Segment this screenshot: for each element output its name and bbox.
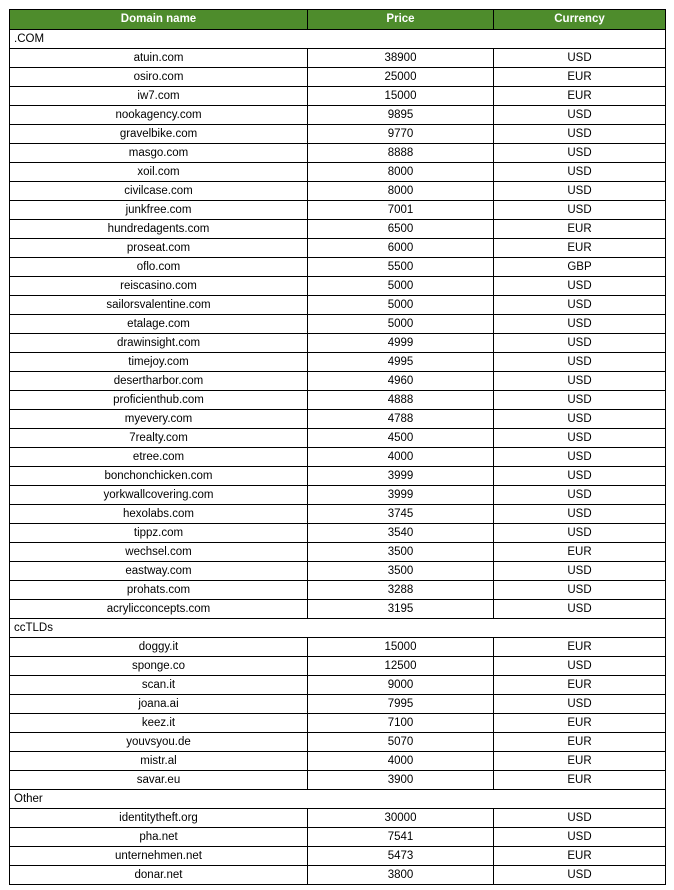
- price-cell: 3288: [308, 581, 494, 600]
- price-cell: 8000: [308, 182, 494, 201]
- table-row: [10, 296, 666, 315]
- header-domain-name: Domain name: [10, 10, 308, 30]
- table-row: [10, 581, 666, 600]
- price-cell: 5500: [308, 258, 494, 277]
- table-row: [10, 847, 666, 866]
- currency-cell: USD: [494, 524, 666, 543]
- table-row: [10, 543, 666, 562]
- currency-cell: USD: [494, 809, 666, 828]
- currency-cell: EUR: [494, 771, 666, 790]
- price-cell: 15000: [308, 638, 494, 657]
- domain-cell: etree.com: [10, 448, 308, 467]
- table-row: [10, 239, 666, 258]
- price-cell: 3500: [308, 543, 494, 562]
- domain-cell: timejoy.com: [10, 353, 308, 372]
- price-cell: 7001: [308, 201, 494, 220]
- domain-cell: drawinsight.com: [10, 334, 308, 353]
- currency-cell: USD: [494, 828, 666, 847]
- domain-cell: proficienthub.com: [10, 391, 308, 410]
- domain-cell: tippz.com: [10, 524, 308, 543]
- currency-cell: USD: [494, 201, 666, 220]
- price-cell: 7995: [308, 695, 494, 714]
- domain-cell: desertharbor.com: [10, 372, 308, 391]
- currency-cell: USD: [494, 486, 666, 505]
- price-cell: 4500: [308, 429, 494, 448]
- table-row: [10, 258, 666, 277]
- domain-cell: bonchonchicken.com: [10, 467, 308, 486]
- currency-cell: EUR: [494, 220, 666, 239]
- domain-cell: acrylicconcepts.com: [10, 600, 308, 619]
- price-cell: 7541: [308, 828, 494, 847]
- table-row: [10, 695, 666, 714]
- table-row: [10, 524, 666, 543]
- domain-cell: xoil.com: [10, 163, 308, 182]
- domain-cell: doggy.it: [10, 638, 308, 657]
- price-cell: 5473: [308, 847, 494, 866]
- domain-cell: scan.it: [10, 676, 308, 695]
- domain-cell: eastway.com: [10, 562, 308, 581]
- table-row: [10, 106, 666, 125]
- price-cell: 5000: [308, 315, 494, 334]
- table-row: [10, 49, 666, 68]
- currency-cell: USD: [494, 182, 666, 201]
- currency-cell: EUR: [494, 87, 666, 106]
- section-row: [10, 790, 666, 809]
- currency-cell: USD: [494, 353, 666, 372]
- currency-cell: USD: [494, 296, 666, 315]
- price-cell: 12500: [308, 657, 494, 676]
- section-title: .COM: [10, 30, 666, 49]
- price-cell: 4788: [308, 410, 494, 429]
- table-row: [10, 752, 666, 771]
- currency-cell: USD: [494, 600, 666, 619]
- price-cell: 9895: [308, 106, 494, 125]
- currency-cell: USD: [494, 163, 666, 182]
- table-row: [10, 125, 666, 144]
- domain-cell: prohats.com: [10, 581, 308, 600]
- table-row: [10, 201, 666, 220]
- table-row: [10, 220, 666, 239]
- table-row: [10, 828, 666, 847]
- table-row: [10, 163, 666, 182]
- domain-cell: pha.net: [10, 828, 308, 847]
- currency-cell: USD: [494, 866, 666, 885]
- domain-cell: unternehmen.net: [10, 847, 308, 866]
- price-cell: 3500: [308, 562, 494, 581]
- currency-cell: USD: [494, 372, 666, 391]
- price-cell: 38900: [308, 49, 494, 68]
- price-cell: 3999: [308, 486, 494, 505]
- table-row: [10, 353, 666, 372]
- currency-cell: USD: [494, 562, 666, 581]
- currency-cell: USD: [494, 144, 666, 163]
- domain-cell: savar.eu: [10, 771, 308, 790]
- price-cell: 4000: [308, 752, 494, 771]
- currency-cell: USD: [494, 467, 666, 486]
- currency-cell: USD: [494, 315, 666, 334]
- price-cell: 8888: [308, 144, 494, 163]
- price-cell: 4999: [308, 334, 494, 353]
- currency-cell: USD: [494, 106, 666, 125]
- currency-cell: EUR: [494, 543, 666, 562]
- currency-cell: USD: [494, 657, 666, 676]
- domain-cell: youvsyou.de: [10, 733, 308, 752]
- currency-cell: EUR: [494, 847, 666, 866]
- price-cell: 4888: [308, 391, 494, 410]
- price-cell: 3900: [308, 771, 494, 790]
- domain-cell: keez.it: [10, 714, 308, 733]
- currency-cell: EUR: [494, 733, 666, 752]
- currency-cell: USD: [494, 49, 666, 68]
- domain-cell: gravelbike.com: [10, 125, 308, 144]
- price-cell: 3800: [308, 866, 494, 885]
- domain-cell: hundredagents.com: [10, 220, 308, 239]
- price-cell: 30000: [308, 809, 494, 828]
- domain-cell: mistr.al: [10, 752, 308, 771]
- domain-cell: reiscasino.com: [10, 277, 308, 296]
- currency-cell: EUR: [494, 638, 666, 657]
- price-cell: 4000: [308, 448, 494, 467]
- section-row: [10, 30, 666, 49]
- domain-cell: nookagency.com: [10, 106, 308, 125]
- currency-cell: EUR: [494, 714, 666, 733]
- currency-cell: USD: [494, 334, 666, 353]
- currency-cell: USD: [494, 410, 666, 429]
- domain-cell: iw7.com: [10, 87, 308, 106]
- table-row: [10, 334, 666, 353]
- price-cell: 3540: [308, 524, 494, 543]
- domain-cell: yorkwallcovering.com: [10, 486, 308, 505]
- price-cell: 7100: [308, 714, 494, 733]
- price-cell: 4995: [308, 353, 494, 372]
- table-row: [10, 315, 666, 334]
- table-row: [10, 391, 666, 410]
- domain-cell: sponge.co: [10, 657, 308, 676]
- price-cell: 15000: [308, 87, 494, 106]
- table-row: [10, 657, 666, 676]
- table-row: [10, 809, 666, 828]
- table-row: [10, 505, 666, 524]
- table-row: [10, 733, 666, 752]
- currency-cell: USD: [494, 505, 666, 524]
- price-cell: 3745: [308, 505, 494, 524]
- price-cell: 5000: [308, 277, 494, 296]
- table-row: [10, 771, 666, 790]
- table-row: [10, 562, 666, 581]
- domain-cell: sailorsvalentine.com: [10, 296, 308, 315]
- domain-cell: atuin.com: [10, 49, 308, 68]
- table-row: [10, 372, 666, 391]
- currency-cell: EUR: [494, 239, 666, 258]
- table-row: [10, 714, 666, 733]
- currency-cell: USD: [494, 125, 666, 144]
- domain-cell: masgo.com: [10, 144, 308, 163]
- table-body: [10, 30, 666, 885]
- table-row: [10, 638, 666, 657]
- domain-price-table: [9, 9, 666, 885]
- price-cell: 5070: [308, 733, 494, 752]
- currency-cell: USD: [494, 429, 666, 448]
- currency-cell: USD: [494, 695, 666, 714]
- currency-cell: EUR: [494, 752, 666, 771]
- table-row: [10, 429, 666, 448]
- price-cell: 3195: [308, 600, 494, 619]
- table-row: [10, 144, 666, 163]
- header-row: [10, 10, 666, 30]
- currency-cell: USD: [494, 581, 666, 600]
- domain-cell: joana.ai: [10, 695, 308, 714]
- price-cell: 5000: [308, 296, 494, 315]
- table-header: [10, 10, 666, 30]
- currency-cell: USD: [494, 391, 666, 410]
- domain-cell: oflo.com: [10, 258, 308, 277]
- table-row: [10, 486, 666, 505]
- price-cell: 6500: [308, 220, 494, 239]
- domain-cell: myevery.com: [10, 410, 308, 429]
- table-row: [10, 600, 666, 619]
- header-price: Price: [308, 10, 494, 30]
- price-cell: 9000: [308, 676, 494, 695]
- price-cell: 25000: [308, 68, 494, 87]
- domain-cell: proseat.com: [10, 239, 308, 258]
- domain-cell: osiro.com: [10, 68, 308, 87]
- table-row: [10, 467, 666, 486]
- currency-cell: GBP: [494, 258, 666, 277]
- domain-cell: junkfree.com: [10, 201, 308, 220]
- table-row: [10, 676, 666, 695]
- table-row: [10, 87, 666, 106]
- price-cell: 3999: [308, 467, 494, 486]
- domain-cell: identitytheft.org: [10, 809, 308, 828]
- table-row: [10, 182, 666, 201]
- currency-cell: USD: [494, 277, 666, 296]
- section-title: ccTLDs: [10, 619, 666, 638]
- domain-cell: hexolabs.com: [10, 505, 308, 524]
- domain-cell: civilcase.com: [10, 182, 308, 201]
- currency-cell: EUR: [494, 68, 666, 87]
- header-currency: Currency: [494, 10, 666, 30]
- currency-cell: USD: [494, 448, 666, 467]
- section-row: [10, 619, 666, 638]
- section-title: Other: [10, 790, 666, 809]
- table-row: [10, 410, 666, 429]
- currency-cell: EUR: [494, 676, 666, 695]
- table-row: [10, 866, 666, 885]
- table-row: [10, 277, 666, 296]
- price-cell: 4960: [308, 372, 494, 391]
- price-cell: 9770: [308, 125, 494, 144]
- table-row: [10, 448, 666, 467]
- domain-cell: etalage.com: [10, 315, 308, 334]
- table-row: [10, 68, 666, 87]
- price-cell: 6000: [308, 239, 494, 258]
- price-cell: 8000: [308, 163, 494, 182]
- domain-cell: donar.net: [10, 866, 308, 885]
- domain-cell: wechsel.com: [10, 543, 308, 562]
- domain-cell: 7realty.com: [10, 429, 308, 448]
